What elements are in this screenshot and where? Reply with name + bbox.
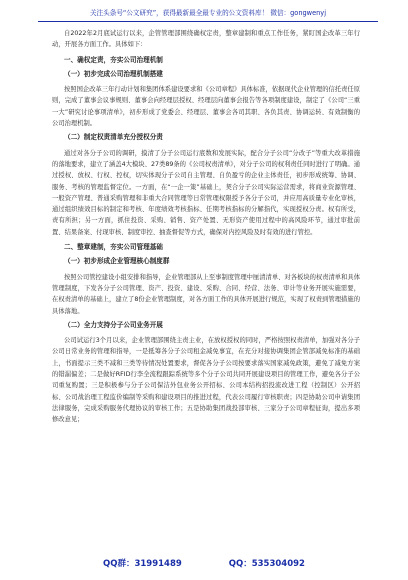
subsection-body-4: 公司试运行3个月以来，企业管理部围绕主责主业，在放权授权的同时，严格按照权责清单，加强对各分子公司日常业务的管理和指导，一是抵筹各分子公司租金减免事宜，在充分对接协调集团企管部减免标准的基础上，书面提示三类不减和三类等待情况处置要求，督促各分子公司按要求落实国家减免政策，避免了减免方案的错漏偏差；二是做好RFID行李全流程跟踪系统等多个分子公司共同开展建设项目的管理工作，避免各分子公司重复购置；三是积极参与分子公司保洁外包业务公开招标、公司本结构招投流改进工程（控制区）公开招标、公司战治理工程监价编制等采购和建设项目的推进过程，代表公司履行审核职责；四是协助公司申请集团法律服务，完成采购服务代理协议的审核工作；五是协助集团战投部审核、三家分子公司章程征询，提出多项修改意见；	[52, 337, 360, 424]
footer-contact	[0, 557, 408, 571]
header-banner: 关注头条号“公文研究”，获得最新最全最专业的公文资料库！ 微信：gongwenyj	[89, 9, 327, 17]
subsection-heading-1: （一）初步完成公司治理机制搭建	[64, 69, 163, 78]
document-body	[52, 28, 360, 427]
subsection-body-3: 按照公司管控建设小组安排和指导，企业管理部从上至事制度管理中厘清清单、对各板块的权责清单和具体管理制度，下发各分子公司管理、资产、投资、建设、采购、合同、经营、法务、审计等业务开展实施需要，在权责清单的基础上，建立了8份企业管理制度，对各方面工作的具体开展进行规范，实现了权责到管理措施的具体落地。	[52, 273, 360, 315]
subsection-body-2: 通过对各分子公司的调研，摸清了分子公司运行底数和发展实际，配合分子公司“分改子”等重大改革措施的落地要求，建立了涵盖4大模块、27类89条的《公司权责清单》，对分子公司的权利责任同时进行了明确。通过授权、放权、行权、控权，切实体现分子公司自主管理、自负盈亏的企业主体责任，初步形成统筹、协调、服务、考核的管理监督定位。一方面，在“一企一策”基础上，契合分子公司实际运营需求，将商业资源管理、一般资产管理、普通采购管理和非重大合同管理等日常管理权限授予各分子公司，并应用高质量专业化审核，通过组织绩效目标的制定和考核、年度绩效考核指标、任期考核指标的分解指代，实现授权分责。权有所受，责有所担；另一方面，抓住投资、采购、销售、资产处置、无形资产使用过程中的高风险环节，通过审批前置、结果备案、付现审核、制度审控、抽查督促等方式，确保对内控风险及时有效的进行管控。	[52, 149, 360, 236]
section-heading-1: 一、确权定责，夯实公司治理机制	[64, 55, 163, 64]
subsection-heading-2: （二）制定权责清单充分授权分责	[64, 133, 163, 142]
subsection-heading-3: （一）初步形成企业管理核心制度群	[64, 257, 170, 266]
footer-qq: QQ：535304092	[228, 559, 305, 569]
header-divider	[38, 21, 378, 22]
section-heading-2: 二、整章建制，夯实公司管理基础	[64, 243, 163, 252]
footer-qq-group: QQ群：31991489	[103, 559, 182, 569]
subsection-body-1: 按照国企改革三年行动计划和集团体系建设要求和《公司章程》具体标准，依据现代企业管理的信托责任原则，完成了董事会议事规则、董事会向经理层授权、经理层向董事会报告等各项制度建设，制定了《公司“三重一大”研究讨论事项清单》，初步形成了党委会、经理层、董事会各司其职、各负其责、协调运转、有效制衡的公司治理机制。	[52, 86, 360, 128]
intro-paragraph: 自2022年2月底试运行以来，企管管理部围绕确权定责，整章建制和重点工作任务，紧盯国企改革三年行动，开展各方面工作。具体如下：	[52, 30, 360, 49]
subsection-heading-4: （二）全力支持分子公司业务开展	[64, 320, 163, 329]
